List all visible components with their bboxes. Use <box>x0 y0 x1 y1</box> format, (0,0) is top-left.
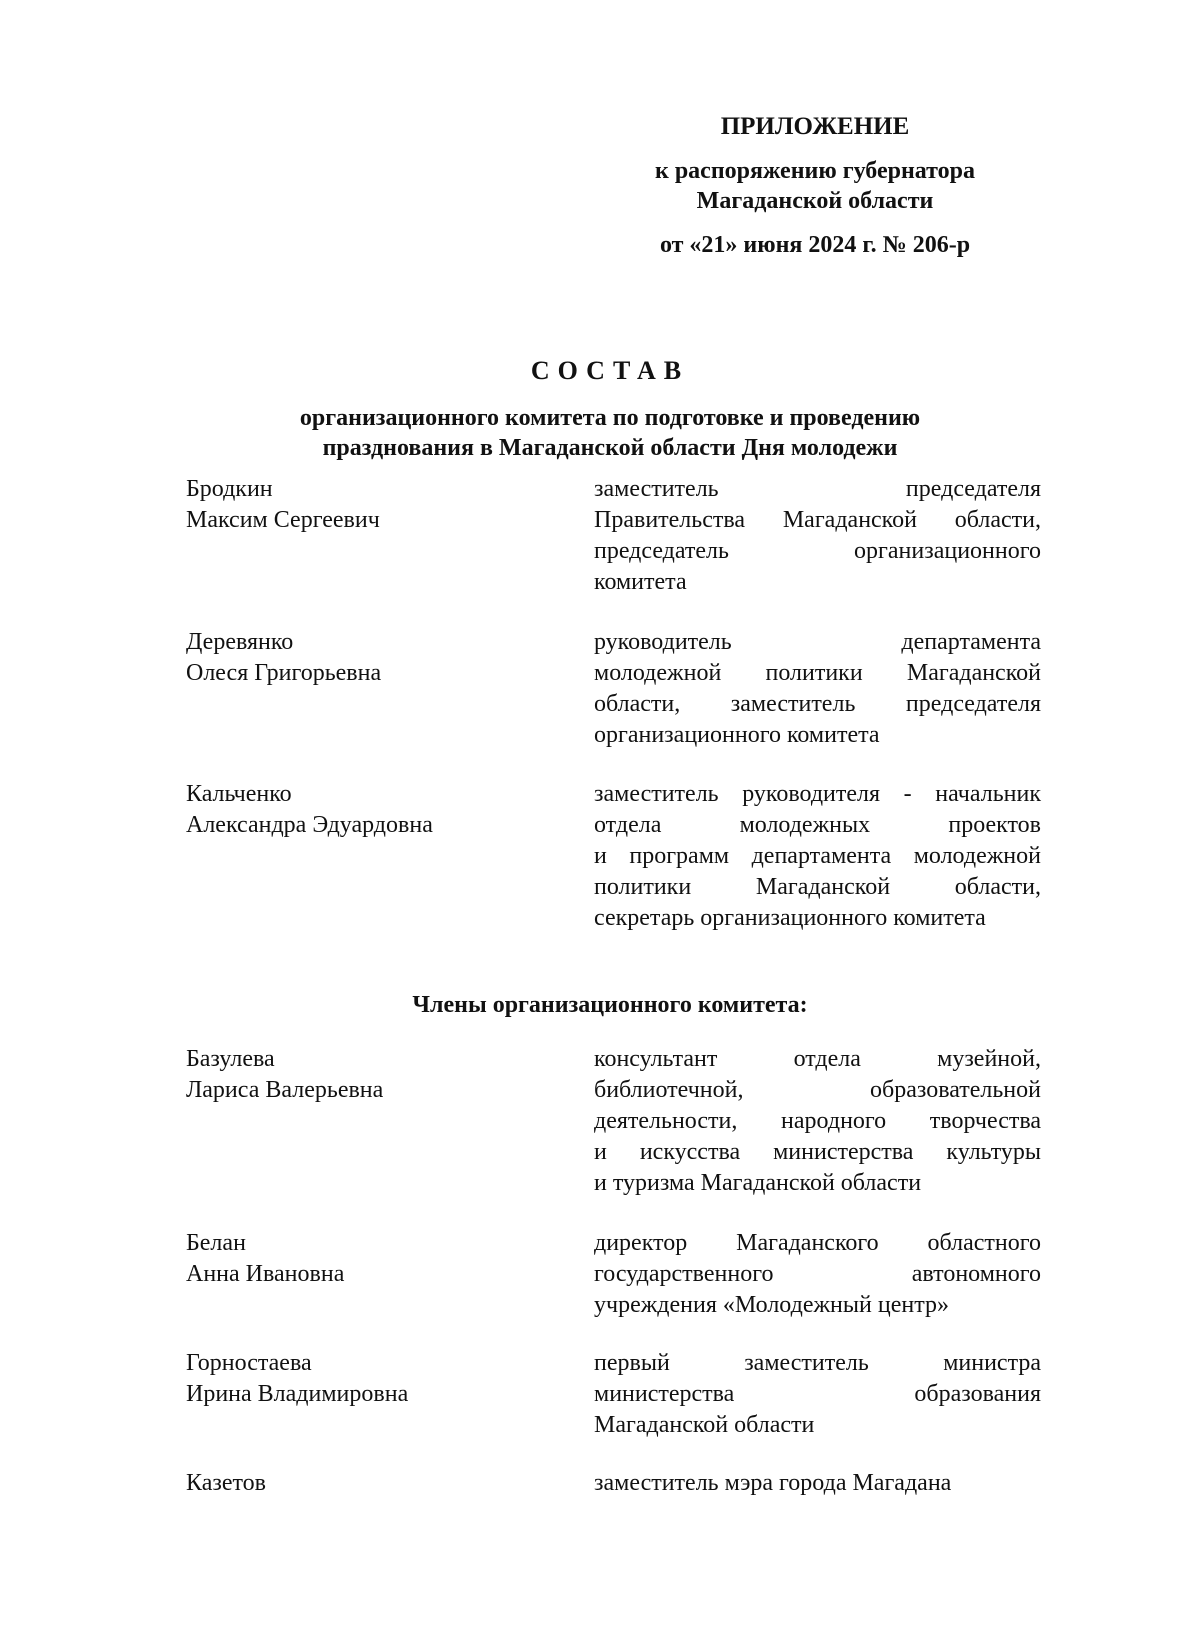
member-surname: Деревянко <box>186 629 294 655</box>
member-surname: Белан <box>186 1230 246 1256</box>
member-surname: Казетов <box>186 1470 266 1496</box>
position-line: первый заместитель министра <box>594 1350 1041 1376</box>
member-given-name: Анна Ивановна <box>186 1261 345 1287</box>
member-position <box>594 1044 1041 1199</box>
position-line: председатель организационного <box>594 538 1041 564</box>
member-position <box>594 1468 1041 1499</box>
position-line: государственного автономного <box>594 1261 1041 1287</box>
position-line: заместитель председателя <box>594 476 1041 502</box>
member-given-name: Максим Сергеевич <box>186 507 380 533</box>
member-given-name: Олеся Григорьевна <box>186 660 382 686</box>
member-position <box>594 1228 1041 1321</box>
member-surname: Горностаева <box>186 1350 312 1376</box>
position-line: деятельности, народного творчества <box>594 1108 1041 1134</box>
position-line: директор Магаданского областного <box>594 1230 1041 1256</box>
member-surname: Кальченко <box>186 781 292 807</box>
position-line: консультант отдела музейной, <box>594 1046 1041 1072</box>
member-name <box>186 1228 546 1290</box>
member-position <box>594 474 1041 598</box>
document-subtitle-line-2: празднования в Магаданской области Дня молодежи <box>322 435 898 461</box>
document-heading <box>180 355 1040 463</box>
position-line: и программ департамента молодежной <box>594 843 1041 869</box>
document-subtitle-line-1: организационного комитета по подготовке и проведению <box>299 405 921 431</box>
appendix-line-2: Магаданской области <box>696 188 934 214</box>
appendix-block <box>620 112 1010 260</box>
position-line: учреждения «Молодежный центр» <box>594 1292 949 1318</box>
position-line: области, заместитель председателя <box>594 691 1041 717</box>
member-surname: Бродкин <box>186 476 273 502</box>
member-position <box>594 1348 1041 1441</box>
position-line: молодежной политики Магаданской <box>594 660 1041 686</box>
position-line: комитета <box>594 569 687 595</box>
position-line: заместитель мэра города Магадана <box>594 1470 952 1496</box>
member-name <box>186 779 546 841</box>
member-name <box>186 627 546 689</box>
member-name <box>186 1468 546 1499</box>
position-line: Правительства Магаданской области, <box>594 507 1041 533</box>
position-line: организационного комитета <box>594 722 880 748</box>
members-section-title: Члены организационного комитета: <box>412 992 808 1018</box>
member-name <box>186 1348 546 1410</box>
member-given-name: Ирина Владимировна <box>186 1381 409 1407</box>
appendix-title: ПРИЛОЖЕНИЕ <box>720 113 910 140</box>
position-line: руководитель департамента <box>594 629 1041 655</box>
document-title: СОСТАВ <box>530 356 690 385</box>
member-position <box>594 627 1041 751</box>
member-surname: Базулева <box>186 1046 275 1072</box>
appendix-date: от «21» июня 2024 г. № 206-р <box>659 232 971 258</box>
member-position <box>594 779 1041 934</box>
position-line: Магаданской области <box>594 1412 815 1438</box>
position-line: секретарь организационного комитета <box>594 905 986 931</box>
position-line: и туризма Магаданской области <box>594 1170 922 1196</box>
position-line: библиотечной, образовательной <box>594 1077 1041 1103</box>
member-name <box>186 1044 546 1106</box>
member-name <box>186 474 546 536</box>
appendix-line-1: к распоряжению губернатора <box>654 158 975 184</box>
position-line: заместитель руководителя - начальник <box>594 781 1041 807</box>
member-given-name: Лариса Валерьевна <box>186 1077 384 1103</box>
position-line: политики Магаданской области, <box>594 874 1041 900</box>
position-line: и искусства министерства культуры <box>594 1139 1041 1165</box>
member-given-name: Александра Эдуардовна <box>186 812 433 838</box>
position-line: министерства образования <box>594 1381 1041 1407</box>
position-line: отдела молодежных проектов <box>594 812 1041 838</box>
